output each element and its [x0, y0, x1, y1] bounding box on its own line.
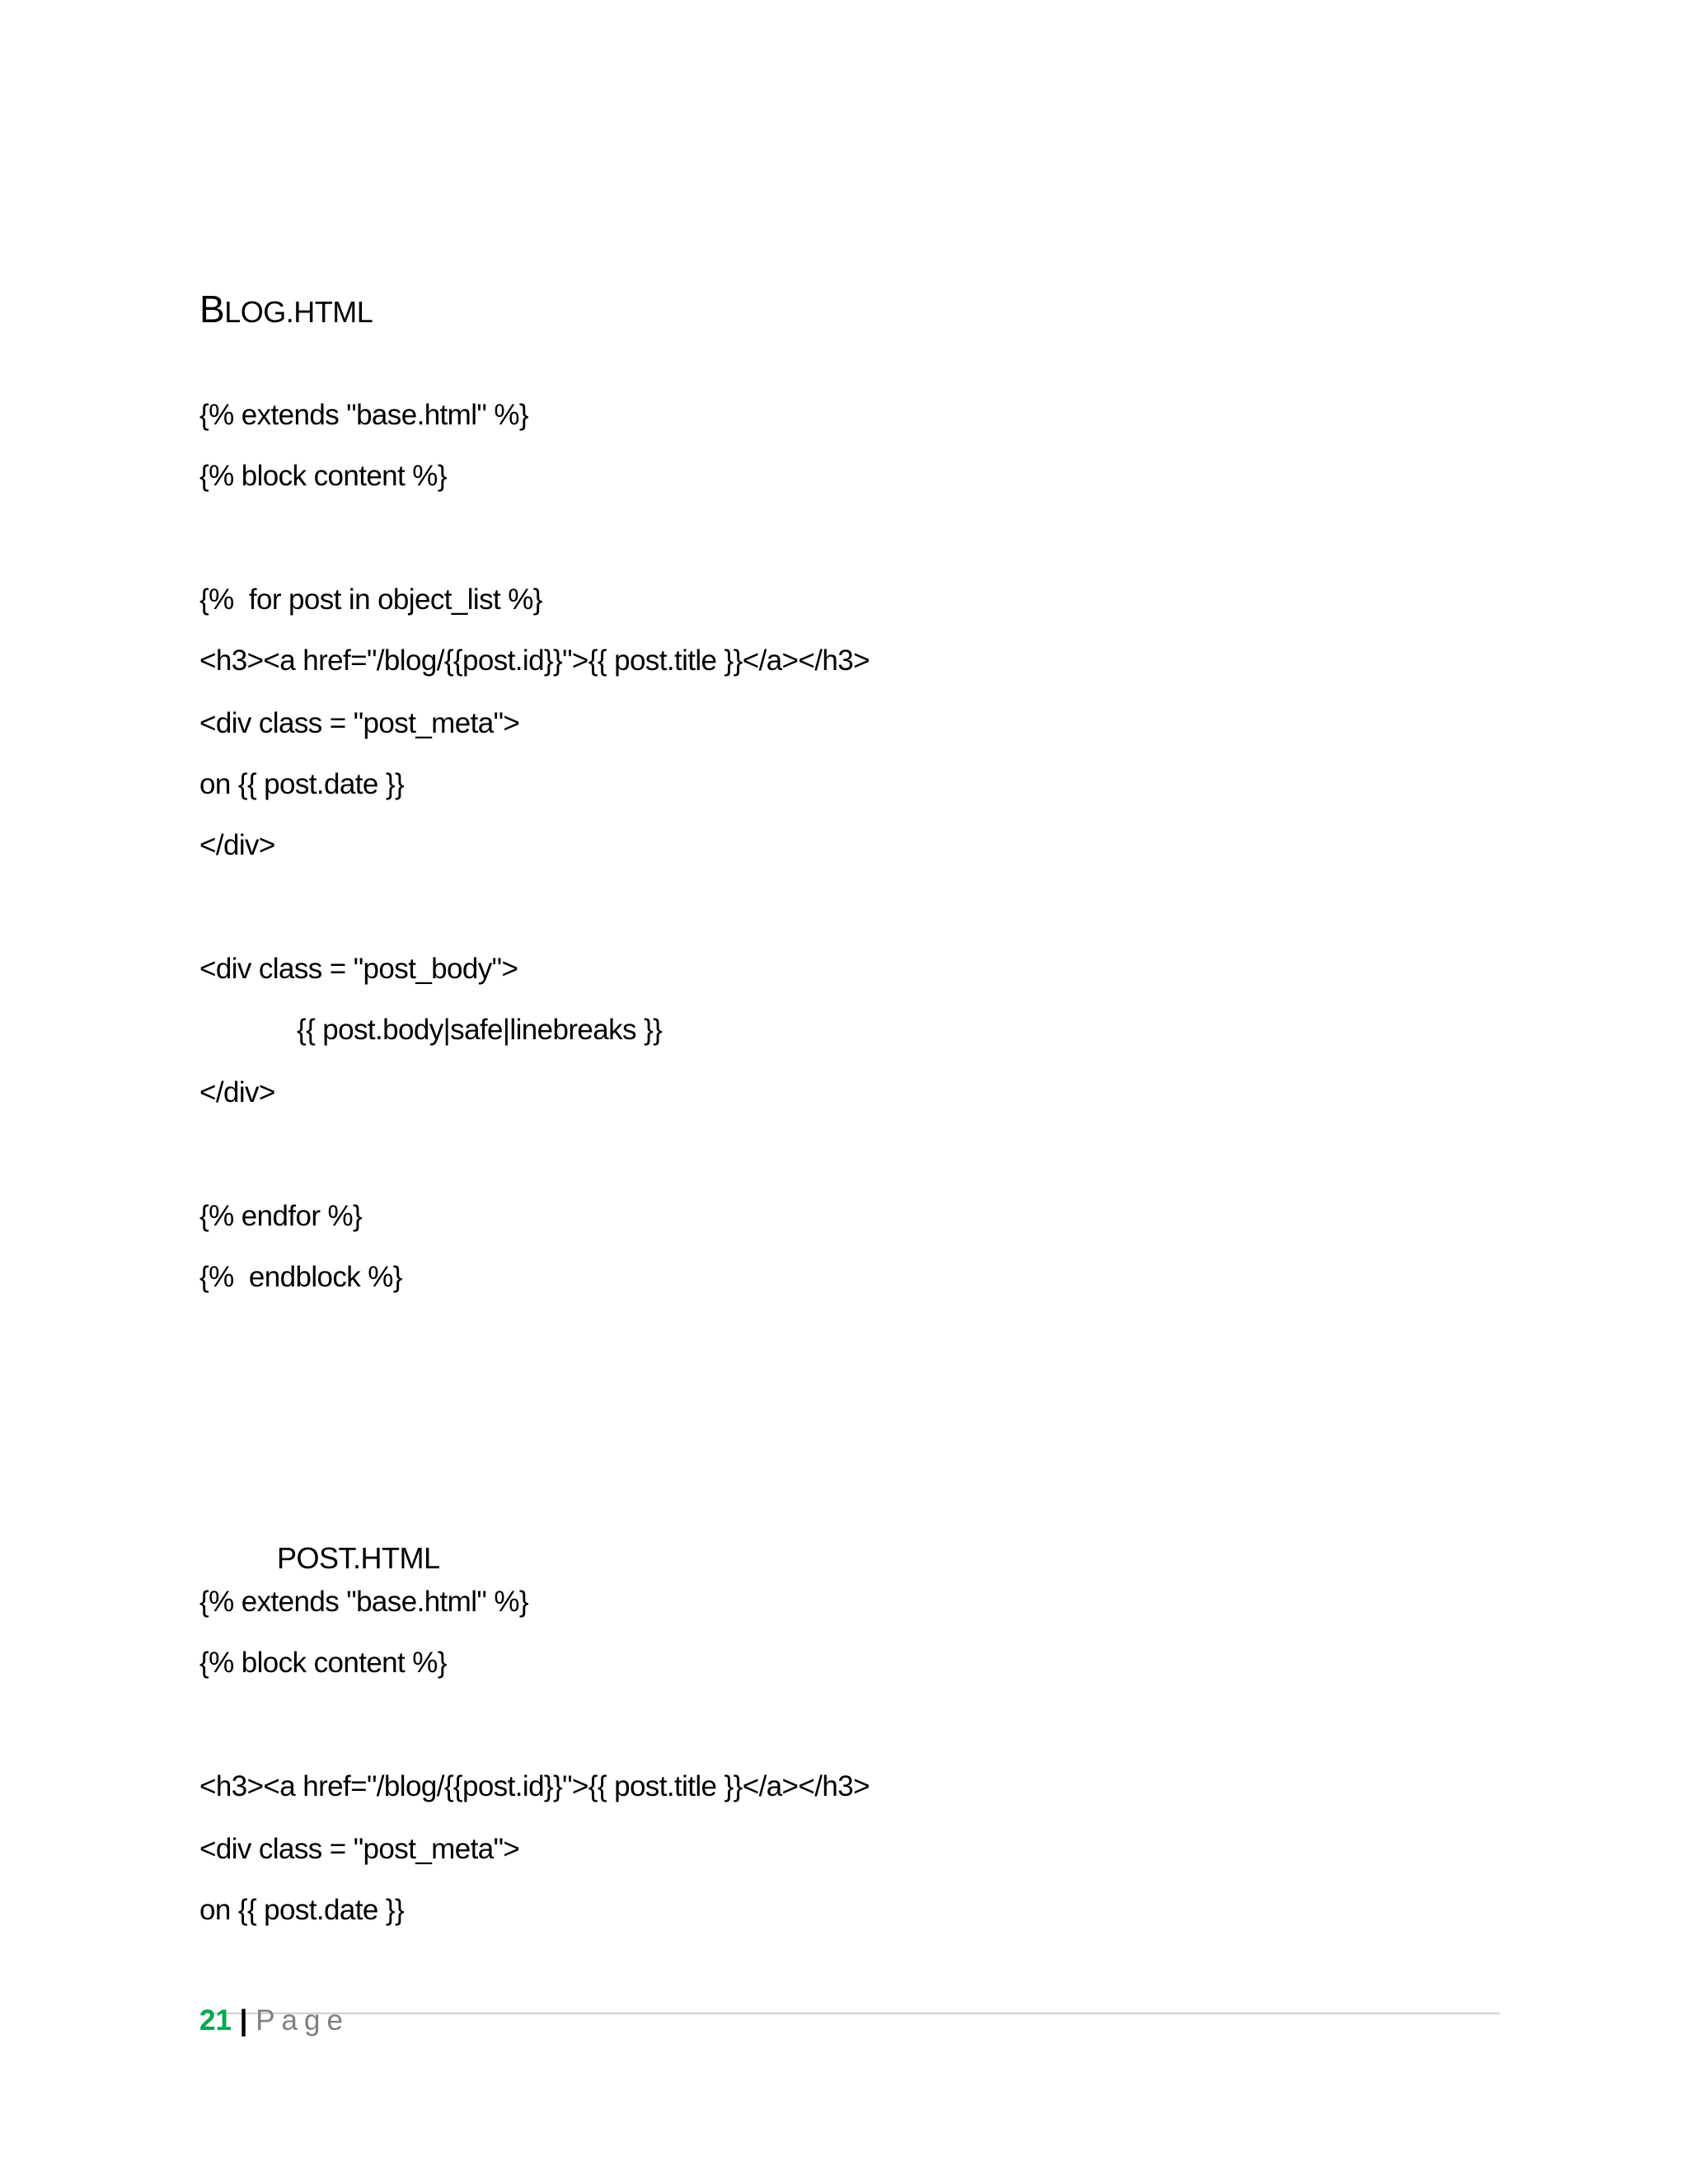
page-footer — [199, 2003, 349, 2039]
code-line: {% block content %} — [199, 460, 447, 492]
page-label: Page — [256, 2004, 349, 2036]
page-number: 21 — [199, 2004, 232, 2036]
code-line: on {{ post.date }} — [199, 768, 405, 800]
post-section-heading: POST.HTML — [277, 1541, 440, 1575]
code-line: <div class = "post_body"> — [199, 953, 518, 985]
code-line: {% endfor %} — [199, 1200, 363, 1232]
code-line: <div class = "post_meta"> — [199, 707, 520, 739]
code-line: </div> — [199, 829, 275, 861]
heading-rest: LOG.HTML — [224, 295, 373, 329]
code-line: {% extends "base.html" %} — [199, 399, 528, 431]
code-line: <div class = "post_meta"> — [199, 1833, 520, 1865]
code-line: {% block content %} — [199, 1647, 447, 1679]
heading-initial: B — [199, 288, 225, 330]
code-line: </div> — [199, 1076, 275, 1108]
code-line: {% for post in object_list %} — [199, 583, 542, 616]
footer-divider — [199, 2013, 1500, 2014]
code-line: {% extends "base.html" %} — [199, 1586, 528, 1618]
code-line: {{ post.body|safe|linebreaks }} — [297, 1014, 663, 1046]
code-line: {% endblock %} — [199, 1261, 402, 1293]
footer-separator: | — [239, 2004, 248, 2036]
code-line: <h3><a href="/blog/{{post.id}}">{{ post.title }}</a></h3> — [199, 644, 870, 677]
code-line: <h3><a href="/blog/{{post.id}}">{{ post.title }}</a></h3> — [199, 1770, 870, 1802]
blog-section-heading — [199, 287, 373, 331]
code-line: on {{ post.date }} — [199, 1894, 405, 1926]
